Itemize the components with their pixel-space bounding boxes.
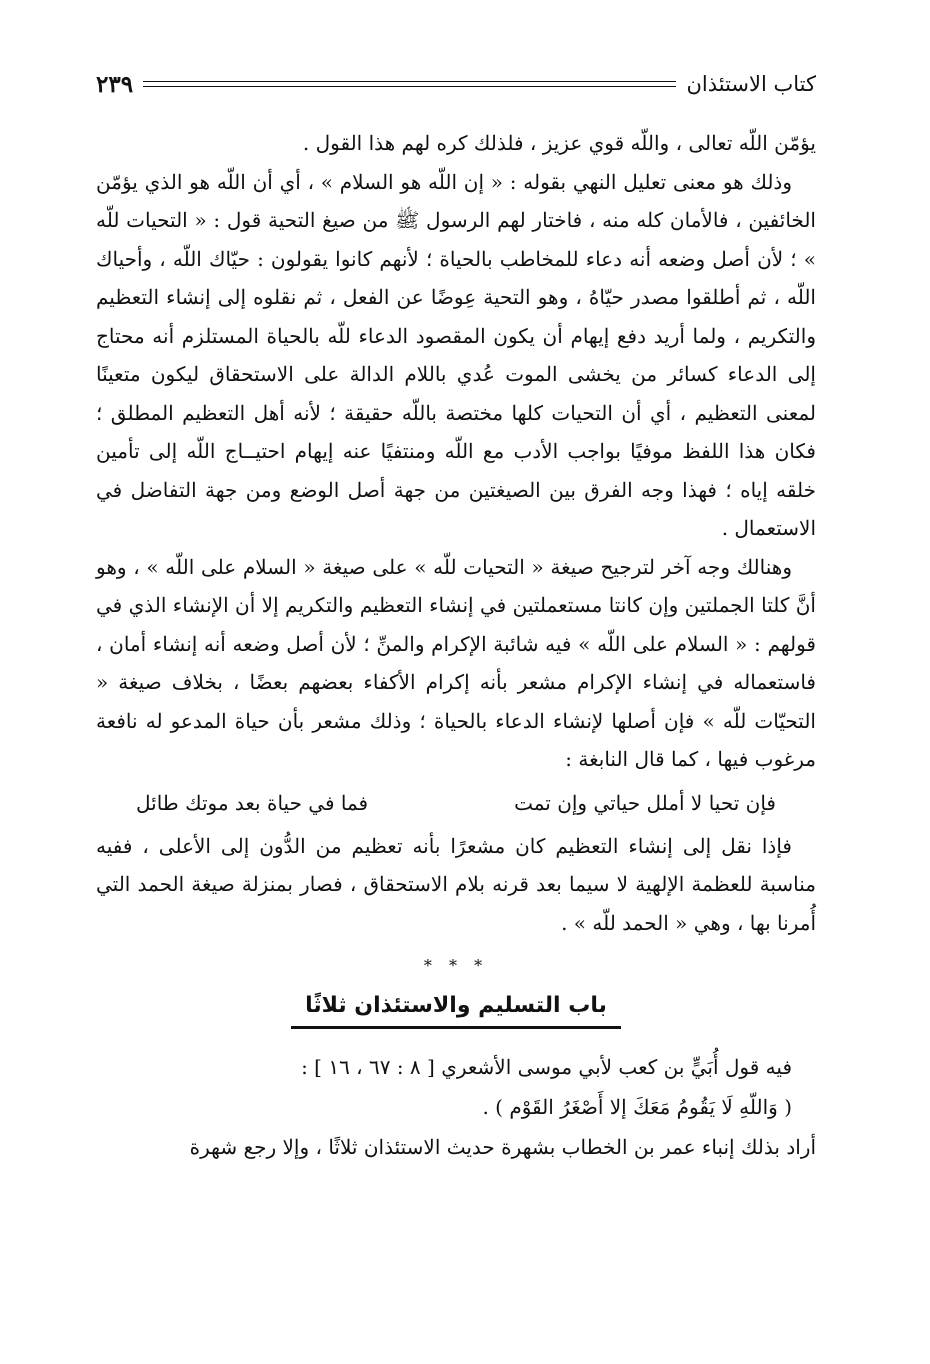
chapter-body [96, 1047, 816, 1167]
closing-text [96, 827, 816, 943]
closing-paragraph: فإذا نقل إلى إنشاء التعظيم كان مشعرًا بأنه تعظيم من الدُّون إلى الأعلى ، ففيه مناسبة للعظمة الإلهية لا سيما بعد قرنه بلام الاستحقاق ، فصار بمنزلة صيغة الحمد التي أُمرنا بها ، وهي « الحمد للّه » . [96, 833, 816, 935]
running-header [96, 64, 816, 104]
chapter-intro: فيه قول أُبَيٍّ بن كعب لأبي موسى الأشعري [ ٨ : ٦٧ ، ١٦ ] : [301, 1055, 792, 1079]
chapter-heading-text: باب التسليم والاستئذان ثلاثًا [291, 993, 621, 1029]
verse-first-hemistich: فإن تحيا لا أملل حياتي وإن تمت [514, 790, 776, 815]
running-header-title: كتاب الاستئذان [686, 72, 816, 96]
header-rule [143, 81, 676, 87]
chapter-heading [96, 993, 816, 1029]
section-separator: * * * [423, 956, 489, 975]
book-page [96, 64, 816, 1167]
chapter-quote: ( وَاللّهِ لَا يَقُومُ مَعَكَ إلا أَصْغَرُ القَوْم ) . [482, 1095, 792, 1119]
poetry-verse [96, 779, 816, 827]
paragraph-3: وهنالك وجه آخر لترجيح صيغة « التحيات للّه » على صيغة « السلام على اللّه » ، وهو أنَّ كلتا الجملتين وإن كانتا مستعملتين في إنشاء التعظيم والتكريم إلا أن الإنشاء الذي في قولهم : « السلام على اللّه » فيه شائبة الإكرام والمنِّ ؛ لأن أصل وضعه أنه إنشاء أمان ، فاستعماله في إنشاء الإكرام مشعر بأنه إكرام الأكفاء بعضهم بعضًا ، بخلاف صيغة « التحيّات للّه » فإن أصلها لإنشاء الدعاء بالحياة ؛ وذلك مشعر بأن حياة المدعو له نافعة مرغوب فيها ، كما قال النابغة : [96, 554, 816, 771]
page-number: ٢٣٩ [96, 70, 134, 98]
chapter-continuation: أراد بذلك إنباء عمر بن الخطاب بشهرة حديث الاستئذان ثلاثًا ، وإلا رجع شهرة [189, 1135, 816, 1159]
body-text [96, 124, 816, 779]
paragraph-1: يؤمّن اللّه تعالى ، واللّه قوي عزيز ، فلذلك كره لهم هذا القول . [302, 131, 816, 155]
paragraph-2: وذلك هو معنى تعليل النهي بقوله : « إن اللّه هو السلام » ، أي أن اللّه هو الذي يؤمّن الخائفين ، فالأمان كله منه ، فاختار لهم الرسول ﷺ من صيغ التحية قول : « التحيات للّه » ؛ لأن أصل وضعه أنه دعاء للمخاطب بالحياة ؛ لأنهم كانوا يقولون : حيّاك اللّه ، وأحياك اللّه ، ثم أطلقوا مصدر حيّاهُ ، وهو التحية عِوضًا عن الفعل ، ثم نقلوه إلى إنشاء التعظيم والتكريم ، ولما أريد دفع إيهام أن يكون المقصود الدعاء للّه بالحياة المستلزم أنه محتاج إلى الدعاء كسائر من يخشى الموت عُدي باللام الدالة على الاستحقاق ليكون متعينًا لمعنى التعظيم ، أي أن التحيات كلها مختصة باللّه حقيقة ؛ لأنه أهل التعظيم المطلق ؛ فكان هذا اللفظ موفيًا بواجب الأدب مع اللّه ومنتفيًا عنه إيهام احتيــاج اللّه إلى تأمين خلقه إياه ؛ فهذا وجه الفرق بين الصيغتين من جهة أصل الوضع ومن جهة التفاضل في الاستعمال . [96, 169, 816, 540]
verse-second-hemistich: فما في حياة بعد موتك طائل [136, 790, 369, 815]
